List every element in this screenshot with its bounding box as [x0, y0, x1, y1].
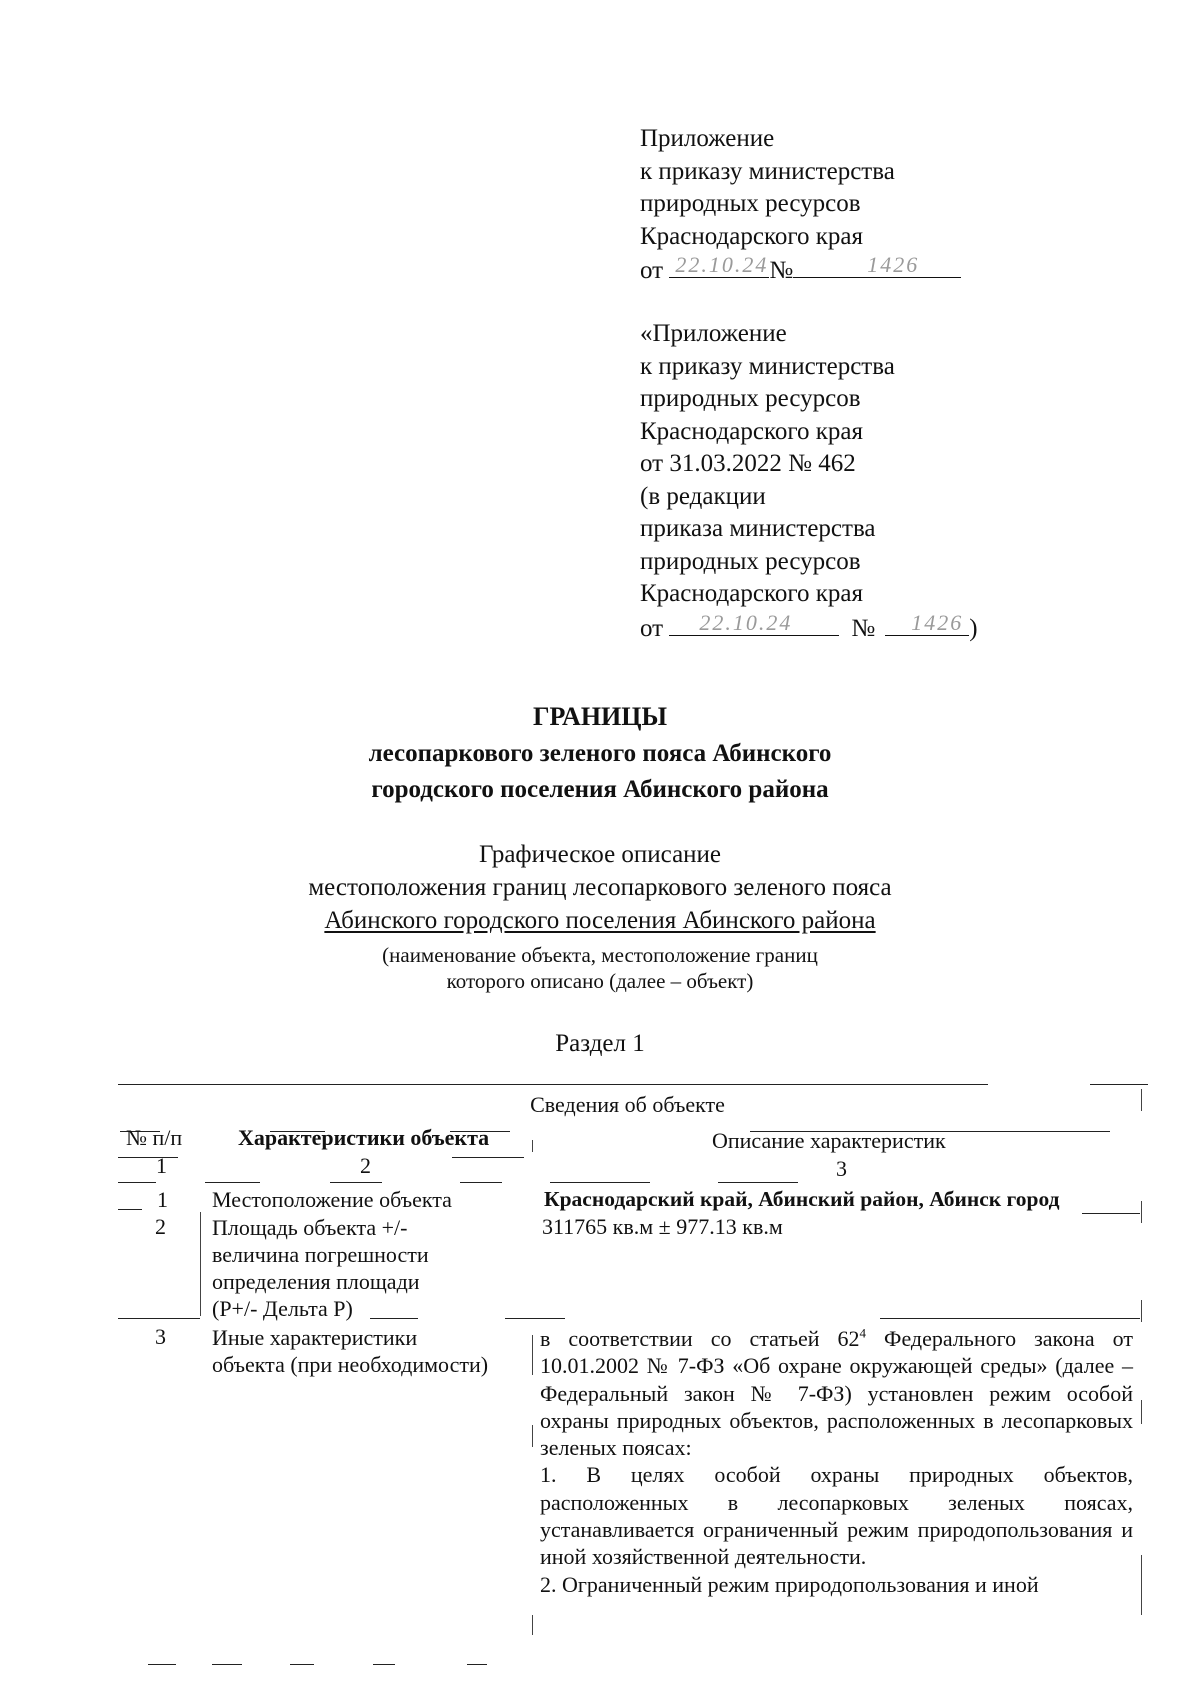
row-characteristic: [212, 1324, 488, 1378]
table-border: [212, 1664, 242, 1665]
redaction-line: (в редакции: [640, 482, 766, 510]
column-header: № п/п: [126, 1125, 183, 1150]
row-characteristic: [212, 1214, 429, 1322]
redaction-line: Краснодарского края: [640, 580, 863, 607]
row-description: 311765 кв.м ± 977.13 кв.м: [542, 1214, 783, 1239]
characteristic-line: величина погрешности: [212, 1242, 429, 1267]
description-paragraph: 2. Ограниченный режим природопользования и иной: [540, 1571, 1039, 1597]
description-paragraph: 1. В целях особой охраны природных объектов, расположенных в лесопарковых зеленых поясах, устанавливается ограниченный режим природопользования и иной хозяйственной деятельности.: [540, 1462, 1133, 1570]
table-border: [467, 1664, 487, 1665]
table-border: [118, 1209, 142, 1210]
row-characteristic: Местоположение объекта: [212, 1187, 452, 1212]
closing-paren: ): [969, 614, 978, 642]
table-border: [718, 1182, 798, 1183]
redaction-line: «Приложение: [640, 320, 787, 347]
table-border: [330, 1182, 382, 1183]
text-run: в соответствии со статьей 62: [540, 1326, 860, 1351]
characteristic-line: Иные характеристики: [212, 1325, 418, 1350]
description-paragraph: [540, 1325, 1133, 1461]
object-name: Абинского городского поселения Абинского района: [324, 907, 876, 934]
date-field: [669, 253, 769, 278]
document-subtitle: лесопаркового зеленого пояса Абинского: [368, 740, 832, 767]
number-prefix: №: [769, 257, 794, 284]
table-border: [505, 1318, 565, 1319]
table-border: [460, 1182, 502, 1183]
characteristic-line: объекта (при необходимости): [212, 1352, 489, 1377]
row-description: Краснодарский край, Абинский район, Абинск город: [544, 1187, 1060, 1211]
redaction-line: природных ресурсов: [640, 547, 861, 575]
column-number: 1: [156, 1153, 167, 1178]
handwritten-date: 22.10.24: [699, 609, 793, 635]
column-header: Характеристики объекта: [238, 1125, 490, 1150]
redaction-line: природных ресурсов: [640, 385, 861, 412]
column-number: 2: [360, 1153, 371, 1178]
text-run: Федерального закона от 10.01.2002 № 7-ФЗ «Об охране окружающей среды» (далее – Федеральный закон № 7-ФЗ) установлен режим особой охраны природных объектов, расположенных в лесопарковых зеленых поясах:: [540, 1326, 1134, 1461]
superscript: 4: [859, 1325, 867, 1341]
number-prefix: №: [851, 614, 876, 642]
handwritten-number: 1426: [911, 609, 964, 635]
redaction-line: приказа министерства: [640, 515, 876, 542]
table-border: [148, 1664, 176, 1665]
number-field: [793, 253, 961, 278]
table-border: [118, 1157, 178, 1158]
approval-block: [640, 123, 961, 288]
table-border: [550, 1182, 650, 1183]
table-border: [1082, 1213, 1140, 1214]
redaction-line: Краснодарского края: [640, 417, 863, 445]
approval-line: природных ресурсов: [640, 190, 861, 217]
date-prefix: от: [640, 614, 670, 642]
row-number: 2: [155, 1214, 166, 1239]
redaction-date-line: [640, 611, 978, 646]
table-border: [1141, 1555, 1142, 1615]
table-border: [373, 1664, 395, 1665]
row-number: 3: [155, 1324, 166, 1349]
graphic-description-heading: местоположения границ лесопаркового зеленого пояса: [308, 874, 892, 901]
row-description-long: [540, 1325, 1133, 1598]
redaction-line: к приказу министерства: [640, 352, 895, 380]
table-border: [205, 1182, 260, 1183]
section-heading: Раздел 1: [555, 1030, 645, 1057]
graphic-description-heading: Графическое описание: [478, 841, 722, 868]
table-border: [452, 1157, 524, 1158]
date-prefix: от: [640, 257, 670, 284]
redaction-block: [640, 318, 978, 645]
table-border: [532, 1335, 533, 1375]
table-caption: Сведения об объекте: [530, 1092, 725, 1117]
characteristic-line: определения площади: [212, 1269, 420, 1294]
row-number: 1: [157, 1187, 168, 1212]
table-border: [118, 1182, 156, 1183]
column-header-bold-part: [238, 1125, 489, 1151]
approval-date-line: [640, 253, 961, 288]
column-header: Описание характеристик: [712, 1128, 946, 1153]
characteristic-line: Площадь объекта +/-: [212, 1215, 408, 1240]
object-name-note: которого описано (далее – объект): [446, 969, 754, 993]
table-border: [118, 1318, 200, 1319]
table-border: [532, 1425, 533, 1447]
approval-line: Краснодарского края: [640, 222, 863, 250]
handwritten-number: 1426: [867, 252, 920, 277]
table-border: [200, 1212, 201, 1316]
table-border: [1141, 1201, 1142, 1223]
approval-line: к приказу министерства: [640, 157, 895, 185]
object-name-note: (наименование объекта, местоположение границ: [382, 943, 818, 967]
handwritten-date: 22.10.24: [675, 252, 769, 277]
table-border: [532, 1615, 533, 1635]
table-border: [290, 1664, 314, 1665]
characteristic-line: (P+/- Дельта P): [212, 1296, 353, 1321]
column-number: 3: [836, 1156, 847, 1181]
table-border: [118, 1084, 988, 1085]
number-field: [885, 611, 969, 636]
table-border: [1050, 1318, 1140, 1319]
approval-line: Приложение: [640, 125, 775, 152]
date-field: [669, 611, 839, 636]
table-border: [532, 1140, 533, 1152]
table-border: [1090, 1084, 1148, 1085]
table-border: [1141, 1400, 1142, 1424]
table-border: [1141, 1300, 1142, 1322]
document-title: ГРАНИЦЫ: [532, 702, 668, 731]
redaction-line: от 31.03.2022 № 462: [640, 450, 856, 477]
document-subtitle: городского поселения Абинского района: [371, 776, 829, 803]
